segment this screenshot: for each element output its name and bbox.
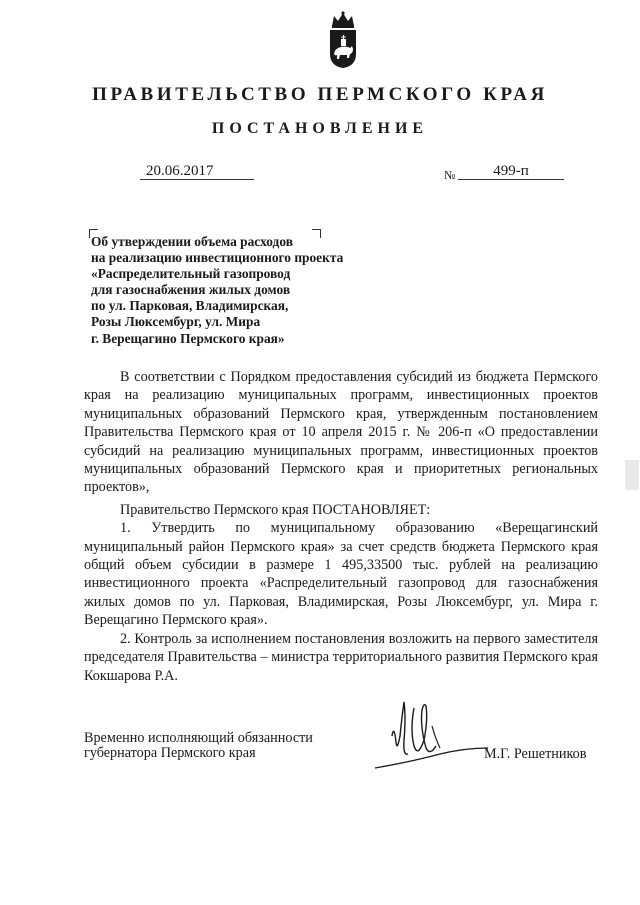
number-sign: № xyxy=(444,168,456,182)
signatory-position xyxy=(84,731,344,760)
resolves-paragraph: Правительство Пермского края ПОСТАНОВЛЯЕТ: xyxy=(120,501,431,518)
decree-date: 20.06.2017 xyxy=(140,163,254,180)
scan-margin-mark xyxy=(625,460,639,490)
handwritten-signature xyxy=(370,696,500,786)
subject-line: для газоснабжения жилых домов xyxy=(91,282,291,298)
decree-subject xyxy=(91,234,351,347)
coat-of-arms-icon xyxy=(323,10,363,70)
subject-line: по ул. Парковая, Владимирская, xyxy=(91,298,289,314)
item-2-paragraph: 2. Контроль за исполнением постановления возложить на первого заместителя председателя Правительства – министра территориального развития Пермского края Кокшарова Р.А. xyxy=(84,630,598,684)
subject-line: г. Верещагино Пермского края» xyxy=(91,330,285,346)
preamble-paragraph: В соответствии с Порядком предоставления субсидий из бюджета Пермского края на реализацию муниципальных программ, инвестиционных проектов муниципальных образований Пермского края, утвержденным постановлением Правительства Пермского края от 10 апреля 2015 г. № 206-п «О предоставлении субсидий на реализацию муниципальных программ, инвестиционных проектов муниципальных образований Пермского края и приоритетных региональных проектов», xyxy=(84,369,598,496)
document-type-title: ПОСТАНОВЛЕНИЕ xyxy=(211,120,429,137)
subject-line: «Распределительный газопровод xyxy=(91,266,291,282)
decree-number: 499-п xyxy=(458,163,564,180)
subject-line: Розы Люксембург, ул. Мира xyxy=(91,314,261,330)
government-title: ПРАВИТЕЛЬСТВО ПЕРМСКОГО КРАЯ xyxy=(92,84,548,105)
signatory-name: М.Г. Решетников xyxy=(484,746,587,762)
decree-body xyxy=(84,368,598,685)
subject-line: на реализацию инвестиционного проекта xyxy=(91,250,344,266)
subject-line: Об утверждении объема расходов xyxy=(91,234,293,249)
item-1-paragraph: 1. Утвердить по муниципальному образованию «Верещагинский муниципальный район Пермского края» за счет средств бюджета Пермского края общий объем субсидии в размере 1 495,33500 тыс. рублей на реализацию инвестиционного проекта «Распределительный газопровод для газоснабжения жилых домов по ул. Парковая, Владимирская, Розы Люксембург, ул. Мира г. Верещагино Пермского края». xyxy=(84,520,598,629)
position-line-1: Временно исполняющий обязанности xyxy=(84,730,313,746)
position-line-2: губернатора Пермского края xyxy=(84,744,256,761)
